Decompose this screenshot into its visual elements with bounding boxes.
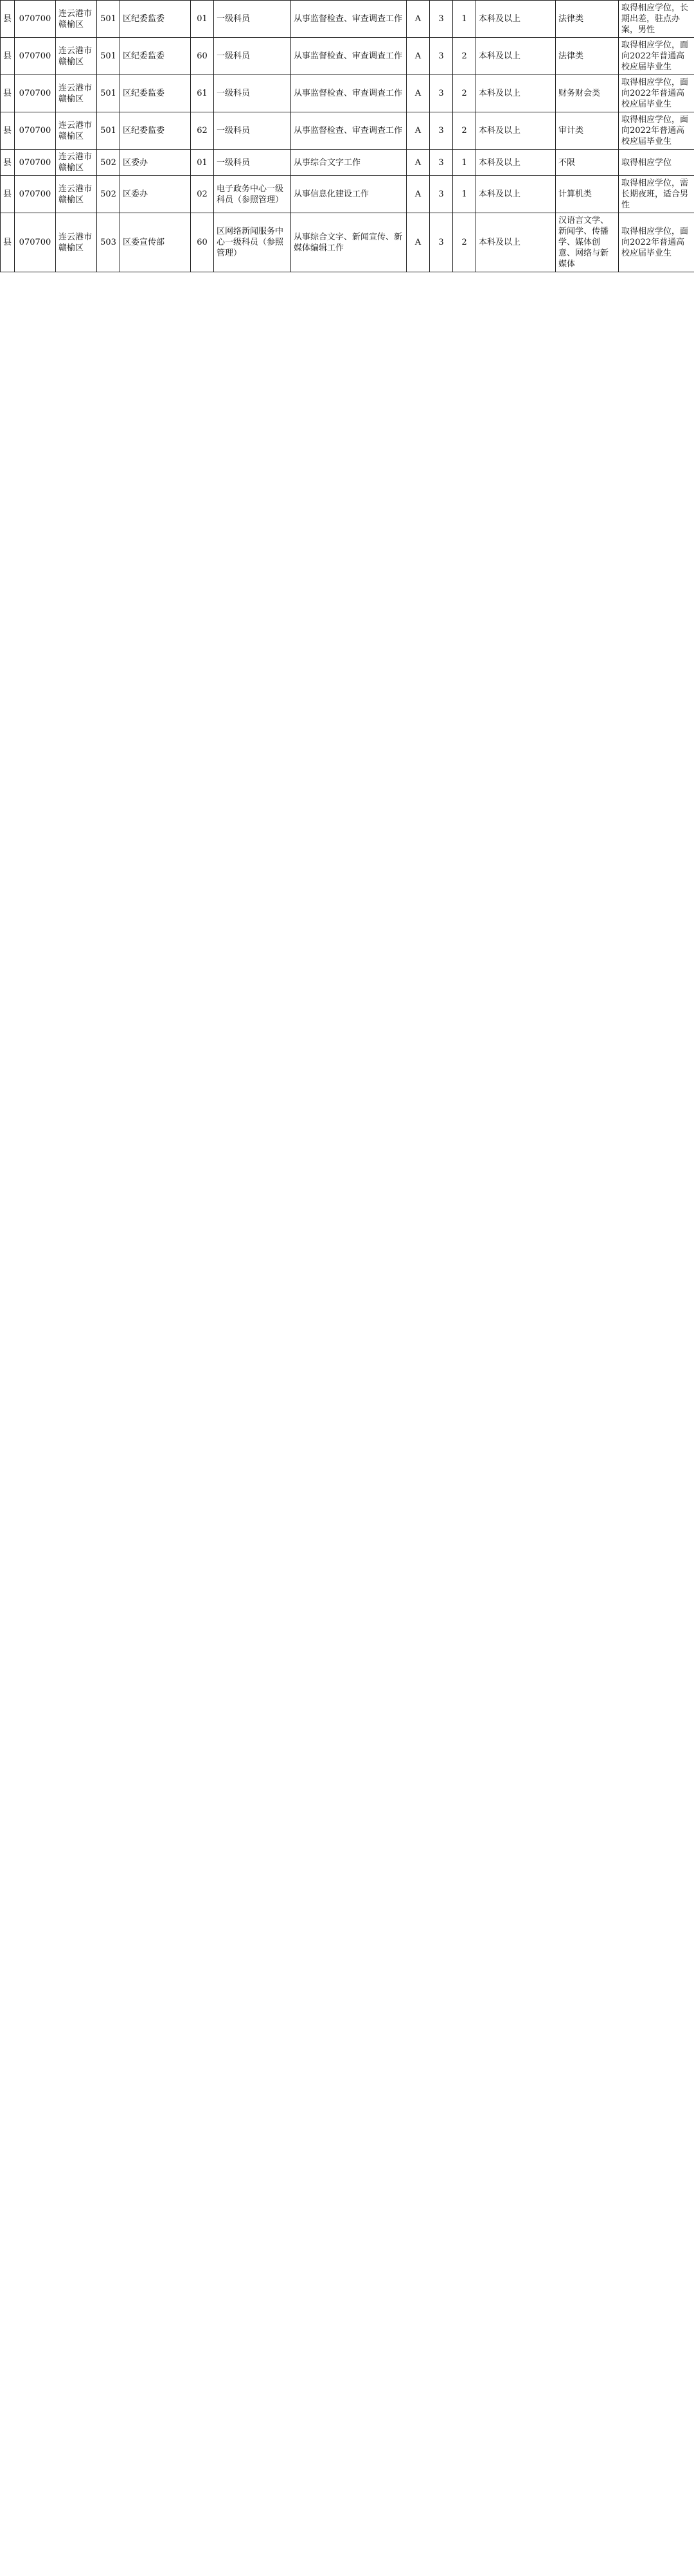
- cell-recruit-count: 2: [453, 213, 476, 272]
- cell-other-requirements: 取得相应学位，面向2022年普通高校应届毕业生: [619, 213, 694, 272]
- cell-exam-category: A: [407, 38, 430, 75]
- cell-position-code: 60: [191, 213, 214, 272]
- cell-major: 审计类: [556, 112, 619, 150]
- table-row: [1, 1, 694, 38]
- cell-dept-code: 502: [97, 150, 120, 176]
- cell-position: 一级科员: [214, 112, 291, 150]
- cell-position: 一级科员: [214, 75, 291, 112]
- cell-level: 县: [1, 1, 15, 38]
- cell-other-requirements: 取得相应学位，面向2022年普通高校应届毕业生: [619, 112, 694, 150]
- cell-position: 一级科员: [214, 150, 291, 176]
- cell-dept-code: 502: [97, 176, 120, 213]
- cell-recruit-count: 1: [453, 1, 476, 38]
- positions-table-body: [1, 1, 694, 272]
- cell-exam-category: A: [407, 75, 430, 112]
- cell-region-code: 070700: [15, 176, 56, 213]
- cell-education: 本科及以上: [476, 150, 556, 176]
- cell-dept-code: 501: [97, 38, 120, 75]
- cell-education: 本科及以上: [476, 213, 556, 272]
- cell-exam-category: A: [407, 176, 430, 213]
- cell-duty: 从事监督检查、审查调查工作: [291, 1, 407, 38]
- cell-dept: 区纪委监委: [120, 75, 191, 112]
- cell-ratio: 3: [430, 150, 453, 176]
- cell-exam-category: A: [407, 150, 430, 176]
- cell-position-code: 01: [191, 1, 214, 38]
- cell-other-requirements: 取得相应学位，面向2022年普通高校应届毕业生: [619, 38, 694, 75]
- cell-level: 县: [1, 112, 15, 150]
- cell-region-code: 070700: [15, 213, 56, 272]
- cell-duty: 从事监督检查、审查调查工作: [291, 75, 407, 112]
- cell-exam-category: A: [407, 213, 430, 272]
- cell-dept-code: 501: [97, 75, 120, 112]
- positions-table: [0, 0, 694, 272]
- cell-other-requirements: 取得相应学位，长期出差，驻点办案，男性: [619, 1, 694, 38]
- cell-dept: 区委办: [120, 150, 191, 176]
- cell-other-requirements: 取得相应学位，面向2022年普通高校应届毕业生: [619, 75, 694, 112]
- cell-other-requirements: 取得相应学位，需长期夜班，适合男性: [619, 176, 694, 213]
- table-row: [1, 38, 694, 75]
- cell-position-code: 60: [191, 38, 214, 75]
- cell-dept: 区纪委监委: [120, 38, 191, 75]
- cell-level: 县: [1, 176, 15, 213]
- cell-region: 连云港市赣榆区: [56, 213, 97, 272]
- cell-dept: 区纪委监委: [120, 112, 191, 150]
- table-row: [1, 150, 694, 176]
- cell-ratio: 3: [430, 213, 453, 272]
- cell-region-code: 070700: [15, 38, 56, 75]
- cell-dept-code: 501: [97, 112, 120, 150]
- cell-position: 区网络新闻服务中心一级科员（参照管理）: [214, 213, 291, 272]
- cell-position-code: 62: [191, 112, 214, 150]
- cell-major: 汉语言文学、新闻学、传播学、媒体创意、网络与新媒体: [556, 213, 619, 272]
- cell-position-code: 02: [191, 176, 214, 213]
- cell-major: 法律类: [556, 38, 619, 75]
- cell-duty: 从事监督检查、审查调查工作: [291, 38, 407, 75]
- cell-position-code: 01: [191, 150, 214, 176]
- cell-position: 电子政务中心一级科员（参照管理）: [214, 176, 291, 213]
- cell-region-code: 070700: [15, 1, 56, 38]
- cell-dept: 区委办: [120, 176, 191, 213]
- table-row: [1, 75, 694, 112]
- cell-education: 本科及以上: [476, 38, 556, 75]
- cell-level: 县: [1, 38, 15, 75]
- cell-region: 连云港市赣榆区: [56, 38, 97, 75]
- cell-position: 一级科员: [214, 1, 291, 38]
- cell-duty: 从事信息化建设工作: [291, 176, 407, 213]
- cell-region: 连云港市赣榆区: [56, 75, 97, 112]
- cell-region-code: 070700: [15, 75, 56, 112]
- table-row: [1, 112, 694, 150]
- cell-exam-category: A: [407, 112, 430, 150]
- cell-dept: 区纪委监委: [120, 1, 191, 38]
- cell-duty: 从事综合文字、新闻宣传、新媒体编辑工作: [291, 213, 407, 272]
- cell-recruit-count: 1: [453, 176, 476, 213]
- cell-duty: 从事监督检查、审查调查工作: [291, 112, 407, 150]
- cell-ratio: 3: [430, 112, 453, 150]
- cell-region: 连云港市赣榆区: [56, 112, 97, 150]
- cell-region: 连云港市赣榆区: [56, 150, 97, 176]
- cell-ratio: 3: [430, 176, 453, 213]
- cell-exam-category: A: [407, 1, 430, 38]
- cell-level: 县: [1, 150, 15, 176]
- cell-recruit-count: 2: [453, 38, 476, 75]
- cell-level: 县: [1, 75, 15, 112]
- cell-dept-code: 501: [97, 1, 120, 38]
- table-row: [1, 176, 694, 213]
- cell-region-code: 070700: [15, 112, 56, 150]
- cell-major: 法律类: [556, 1, 619, 38]
- cell-dept-code: 503: [97, 213, 120, 272]
- cell-recruit-count: 2: [453, 112, 476, 150]
- cell-education: 本科及以上: [476, 176, 556, 213]
- cell-region: 连云港市赣榆区: [56, 1, 97, 38]
- cell-ratio: 3: [430, 38, 453, 75]
- cell-education: 本科及以上: [476, 112, 556, 150]
- cell-major: 财务财会类: [556, 75, 619, 112]
- cell-dept: 区委宣传部: [120, 213, 191, 272]
- table-row: [1, 213, 694, 272]
- cell-region: 连云港市赣榆区: [56, 176, 97, 213]
- cell-major: 不限: [556, 150, 619, 176]
- cell-recruit-count: 2: [453, 75, 476, 112]
- cell-duty: 从事综合文字工作: [291, 150, 407, 176]
- cell-ratio: 3: [430, 1, 453, 38]
- cell-major: 计算机类: [556, 176, 619, 213]
- cell-ratio: 3: [430, 75, 453, 112]
- cell-position: 一级科员: [214, 38, 291, 75]
- cell-other-requirements: 取得相应学位: [619, 150, 694, 176]
- cell-education: 本科及以上: [476, 75, 556, 112]
- cell-region-code: 070700: [15, 150, 56, 176]
- cell-position-code: 61: [191, 75, 214, 112]
- cell-recruit-count: 1: [453, 150, 476, 176]
- cell-level: 县: [1, 213, 15, 272]
- cell-education: 本科及以上: [476, 1, 556, 38]
